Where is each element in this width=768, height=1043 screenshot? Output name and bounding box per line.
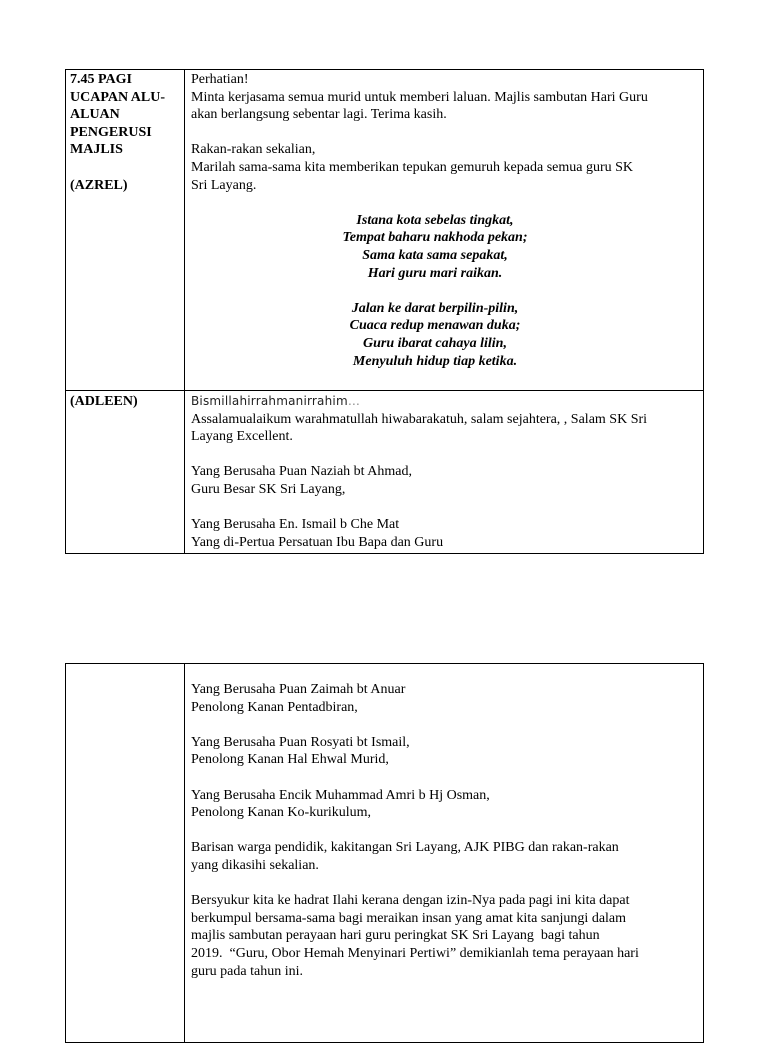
pantun-line: Jalan ke darat berpilin-pilin, <box>351 300 519 316</box>
audience-line: Barisan warga pendidik, kakitangan Sri Layang, AJK PIBG dan rakan-rakan <box>191 840 619 856</box>
bismillah-dots: … <box>347 394 361 408</box>
greeting-line: Marilah sama-sama kita memberikan tepukan gemuruh kepada semua guru SK <box>191 159 634 175</box>
announcement-line: Perhatian! <box>191 72 249 87</box>
dignitary-line: Yang Berusaha Puan Zaimah bt Anuar <box>191 682 406 697</box>
speech-line: 2019. “Guru, Obor Hemah Menyinari Pertiwi” demikianlah tema perayaan hari <box>191 945 639 961</box>
salutation-line: Layang Excellent. <box>191 429 293 445</box>
announcement-line: Minta kerjasama semua murid untuk memberi laluan. Majlis sambutan Hari Guru <box>191 89 648 105</box>
pantun-line: Tempat baharu nakhoda pekan; <box>342 230 528 246</box>
dignitary-line: Penolong Kanan Ko-kurikulum, <box>191 805 372 821</box>
speech-line: guru pada tahun ini. <box>191 963 303 979</box>
speech-line: berkumpul bersama-sama bagi meraikan insan yang amat kita sanjungi dalam <box>191 910 627 926</box>
schedule-table-2 <box>65 663 704 1043</box>
speech-line: majlis sambutan perayaan hari guru peringkat SK Sri Layang bagi tahun <box>191 928 600 944</box>
session-time: 7.45 PAGI <box>70 72 132 87</box>
dignitary-line: Penolong Kanan Pentadbiran, <box>191 699 358 715</box>
row2-right-cell <box>185 391 703 556</box>
speaker-label <box>70 393 182 411</box>
pantun-line: Guru ibarat cahaya lilin, <box>363 335 507 351</box>
dignitary-line: Yang Berusaha Puan Naziah bt Ahmad, <box>191 464 412 480</box>
session-label <box>70 71 182 194</box>
greeting-line: Sri Layang. <box>191 177 257 193</box>
row1-right-cell <box>185 70 703 391</box>
salutation-line: Assalamualaikum warahmatullah hiwabarakatuh, salam sejahtera, , Salam SK Sri <box>191 411 648 427</box>
pantun-verse-2 <box>185 300 703 370</box>
session-title-line: PENGERUSI <box>70 124 152 140</box>
announcement-line: akan berlangsung sebentar lagi. Terima kasih. <box>191 107 447 123</box>
pantun-line: Istana kota sebelas tingkat, <box>356 212 514 228</box>
pantun-line: Hari guru mari raikan. <box>367 265 503 281</box>
table2-right-cell <box>185 664 703 1042</box>
pantun-line: Cuaca redup menawan duka; <box>349 318 521 334</box>
speaker-name: (AZREL) <box>70 177 128 193</box>
dignitary-line: Yang Berusaha Puan Rosyati bt Ismail, <box>191 734 410 750</box>
pantun-verse-1 <box>185 212 703 282</box>
dignitary-line: Yang di-Pertua Persatuan Ibu Bapa dan Guru <box>191 534 444 550</box>
row1-left-cell <box>66 70 185 390</box>
greeting-line: Rakan-rakan sekalian, <box>191 142 316 158</box>
table2-left-cell <box>66 664 185 1042</box>
session-title-line: MAJLIS <box>70 142 123 158</box>
dignitary-line: Yang Berusaha En. Ismail b Che Mat <box>191 517 400 533</box>
schedule-table-1 <box>65 69 704 554</box>
bismillah-text: Bismillahirrahmanirrahim <box>191 394 348 408</box>
pantun-line: Sama kata sama sepakat, <box>362 247 508 263</box>
speaker-name: (ADLEEN) <box>70 394 138 409</box>
speech-line: Bersyukur kita ke hadrat Ilahi kerana dengan izin-Nya pada pagi ini kita dapat <box>191 893 630 909</box>
dignitary-line: Yang Berusaha Encik Muhammad Amri b Hj Osman, <box>191 787 490 803</box>
session-title-line: UCAPAN ALU- <box>70 89 166 105</box>
row2-left-cell <box>66 391 185 554</box>
audience-line: yang dikasihi sekalian. <box>191 857 319 873</box>
dignitary-line: Penolong Kanan Hal Ehwal Murid, <box>191 752 389 768</box>
bismillah-line <box>185 393 703 411</box>
pantun-line: Menyuluh hidup tiap ketika. <box>352 353 518 369</box>
dignitary-line: Guru Besar SK Sri Layang, <box>191 481 346 497</box>
session-title-line: ALUAN <box>70 107 120 123</box>
